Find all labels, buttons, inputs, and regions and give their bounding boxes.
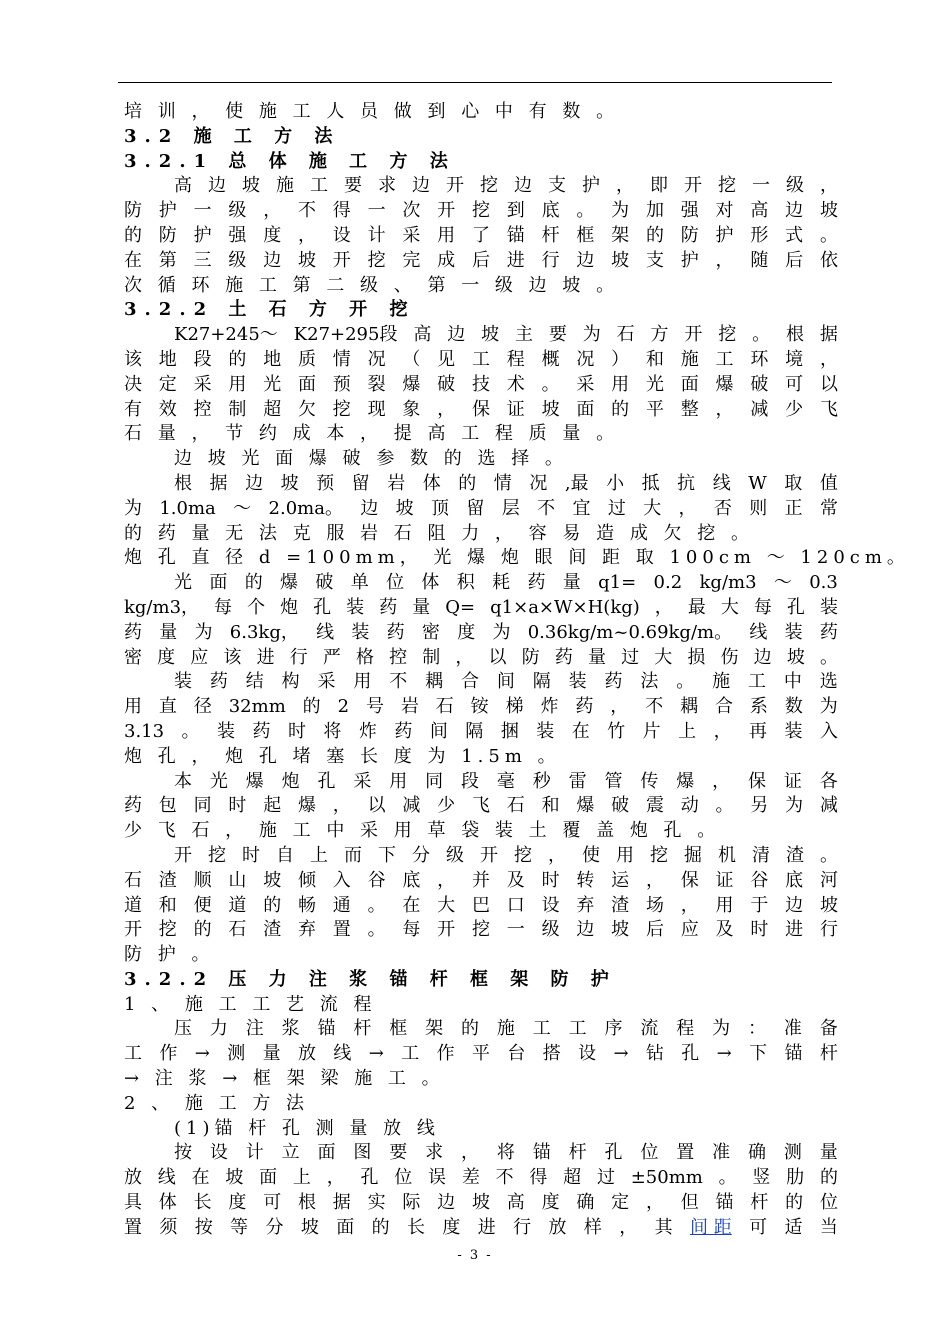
text-line: → 注 浆 → 框 架 梁 施 工 。 (124, 1068, 445, 1090)
section-heading: 3.2.2 土 石 方 开 挖 (124, 299, 416, 321)
text-line: 密 度 应 该 进 行 严 格 控 制 ， 以 防 药 量 过 大 损 伤 边 坡 。 (124, 646, 838, 668)
text-line: 少 飞 石 ， 施 工 中 采 用 草 袋 装 土 覆 盖 炮 孔 。 (124, 820, 721, 842)
spacing-link[interactable]: 间 距 (690, 1216, 732, 1238)
text-line: 该 地 段 的 地 质 情 况 （ 见 工 程 概 况 ） 和 施 工 环 境 ， (124, 348, 838, 370)
section-heading: 3.2 施 工 方 法 (124, 125, 341, 147)
text-line: 本 光 爆 炮 孔 采 用 同 段 毫 秒 雷 管 传 爆 ， 保 证 各 (174, 770, 838, 792)
text-line: 开 挖 的 石 渣 弃 置 。 每 开 挖 一 级 边 坡 后 应 及 时 进 行 (124, 919, 838, 941)
text-line: 的 防 护 强 度 ， 设 计 采 用 了 锚 杆 框 架 的 防 护 形 式 。 (124, 224, 838, 246)
text-line: 边 坡 光 面 爆 破 参 数 的 选 择 。 (174, 448, 568, 470)
text-line: 药 量 为 6.3kg， 线 装 药 密 度 为 0.36kg/m~0.69kg/m。 线 装 药 (124, 621, 838, 643)
text-line: 培 训 ， 使 施 工 人 员 做 到 心 中 有 数 。 (124, 101, 620, 122)
text-line: 道 和 便 道 的 畅 通 。 在 大 巴 口 设 弃 渣 场 ， 用 于 边 坡 (124, 894, 838, 916)
text-line: K27+245～ K27+295段 高 边 坡 主 要 为 石 方 开 挖 。 根 据 (174, 324, 838, 346)
text-line: 次 循 环 施 工 第 二 级 、 第 一 级 边 坡 。 (124, 274, 620, 296)
text-line: 装 药 结 构 采 用 不 耦 合 间 隔 装 药 法 。 施 工 中 选 (174, 671, 838, 693)
text-line: 压 力 注 浆 锚 杆 框 架 的 施 工 工 序 流 程 为 ： 准 备 (174, 1018, 838, 1040)
page-number: - 3 - (457, 1248, 493, 1263)
text-line: 决 定 采 用 光 面 预 裂 爆 破 技 术 。 采 用 光 面 爆 破 可 以 (124, 373, 838, 395)
section-heading: 3.2.2 压 力 注 浆 锚 杆 框 架 防 护 (124, 968, 617, 990)
text-line: 的 药 量 无 法 克 服 岩 石 阻 力 ， 容 易 造 成 欠 挖 。 (124, 522, 754, 544)
text-line: kg/m3， 每 个 炮 孔 装 药 量 Q= q1×a×W×H(kg) ， 最 大 每 孔 装 (124, 596, 838, 618)
header-rule (118, 82, 832, 83)
text-line: 防 护 。 (124, 944, 215, 966)
text-line: 具 体 长 度 可 根 据 实 际 边 坡 高 度 确 定 ， 但 锚 杆 的 位 (124, 1192, 838, 1214)
text-line: 1 、 施 工 工 艺 流 程 (124, 993, 377, 1015)
text-line: (1)锚 杆 孔 测 量 放 线 (174, 1117, 440, 1139)
text-line: 高 边 坡 施 工 要 求 边 开 挖 边 支 护 ， 即 开 挖 一 级 ， (174, 175, 838, 197)
text-line: 3.13 。 装 药 时 将 炸 药 间 隔 捆 装 在 竹 片 上 ， 再 装 入 (124, 720, 838, 742)
text-line: 防 护 一 级 ， 不 得 一 次 开 挖 到 底 。 为 加 强 对 高 边 坡 (124, 200, 838, 222)
text-line: 置 须 按 等 分 坡 面 的 长 度 进 行 放 样 ， 其 间 距 可 适 当 (124, 1216, 838, 1241)
section-heading: 3.2.1 总 体 施 工 方 法 (124, 150, 456, 172)
text-line: 开 挖 时 自 上 而 下 分 级 开 挖 ， 使 用 挖 掘 机 清 渣 。 (174, 844, 838, 866)
text-line: 炮 孔 ， 炮 孔 堵 塞 长 度 为 1.5m 。 (124, 745, 561, 767)
text-line: 在 第 三 级 边 坡 开 挖 完 成 后 进 行 边 坡 支 护 ， 随 后 依 (124, 249, 838, 271)
text-line: 石 量 ， 节 约 成 本 ， 提 高 工 程 质 量 。 (124, 423, 620, 445)
page-body (124, 100, 910, 1241)
text-line: 按 设 计 立 面 图 要 求 ， 将 锚 杆 孔 位 置 准 确 测 量 (174, 1142, 838, 1164)
text-line: 根 据 边 坡 预 留 岩 体 的 情 况 ,最 小 抵 抗 线 W 取 值 (174, 472, 838, 494)
text-line: 药 包 同 时 起 爆 ， 以 减 少 飞 石 和 爆 破 震 动 。 另 为 减 (124, 795, 838, 817)
text-line: 用 直 径 32mm 的 2 号 岩 石 铵 梯 炸 药 ， 不 耦 合 系 数 为 (124, 696, 838, 718)
text-line: 工 作 → 测 量 放 线 → 工 作 平 台 搭 设 → 钻 孔 → 下 锚 杆 (124, 1043, 838, 1065)
text-line: 有 效 控 制 超 欠 挖 现 象 ， 保 证 坡 面 的 平 整 ， 减 少 飞 (124, 398, 838, 420)
text-line: 光 面 的 爆 破 单 位 体 积 耗 药 量 q1= 0.2 kg/m3 ～ 0.3 (174, 572, 838, 594)
text-line: 为 1.0ma ～ 2.0ma。 边 坡 顶 留 层 不 宜 过 大 ， 否 则 正 常 (124, 497, 838, 519)
text-line: 放 线 在 坡 面 上 ， 孔 位 误 差 不 得 超 过 ±50mm 。 竖 肋 的 (124, 1167, 838, 1189)
text-line: 2 、 施 工 方 法 (124, 1092, 310, 1114)
text-line: 炮 孔 直 径 d =100mm， 光 爆 炮 眼 间 距 取 100cm ～ 120cm。 (124, 547, 910, 569)
text-line: 石 渣 顺 山 坡 倾 入 谷 底 ， 并 及 时 转 运 ， 保 证 谷 底 河 (124, 869, 838, 891)
